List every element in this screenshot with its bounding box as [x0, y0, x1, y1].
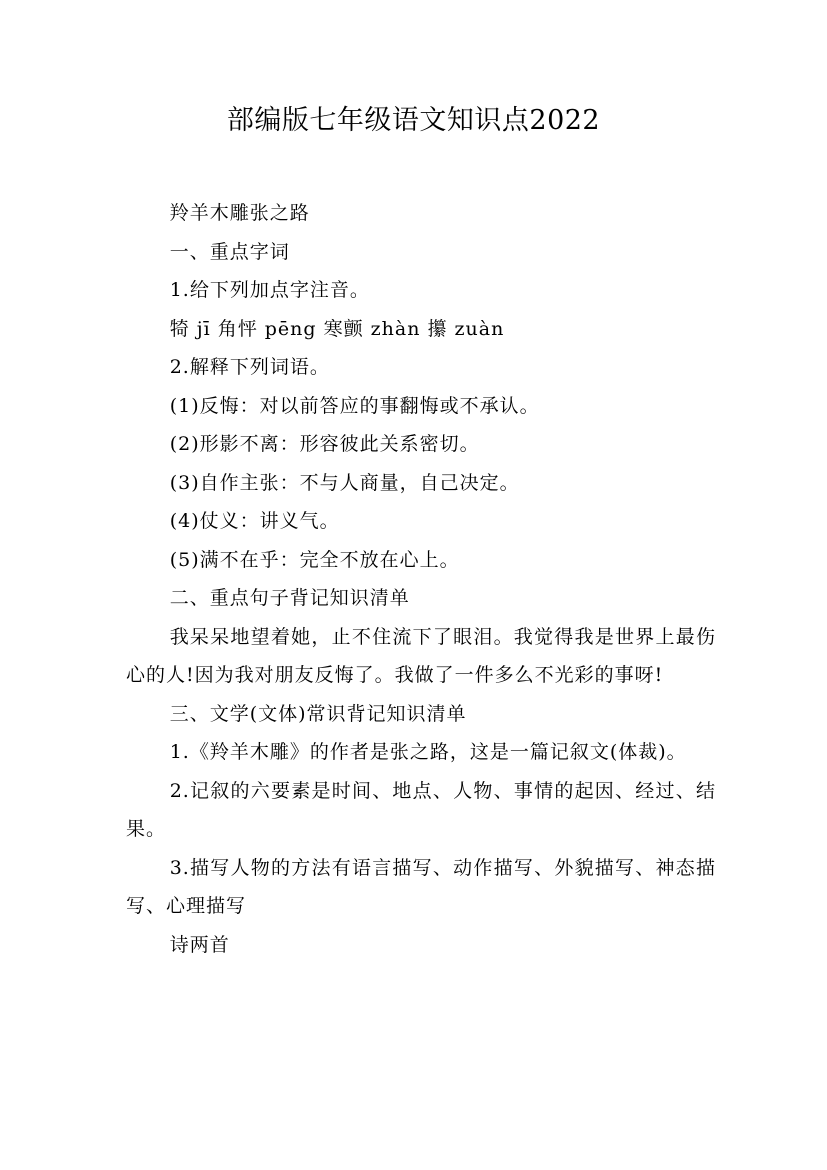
paragraph: 三、文学(文体)常识背记知识清单 — [169, 702, 467, 725]
paragraph: 犄 jī 角怦 pēng 寒颤 zhàn 攥 zuàn — [169, 317, 505, 340]
paragraph: 我呆呆地望着她，止不住流下了眼泪。我觉得我是世界上最伤心的人!因为我对朋友反悔了。我做了一件多么不光彩的事呀! — [126, 625, 716, 686]
paragraph: (4)仗义：讲义气。 — [169, 510, 340, 532]
document-title: 部编版七年级语文知识点2022 — [226, 105, 601, 136]
paragraph: 二、重点句子背记知识清单 — [169, 587, 410, 609]
paragraph: 诗两首 — [169, 933, 230, 956]
paragraph: (3)自作主张：不与人商量，自己决定。 — [169, 471, 520, 494]
paragraph: 1.给下列加点字注音。 — [169, 279, 370, 301]
paragraph: (5)满不在乎：完全不放在心上。 — [169, 548, 460, 571]
paragraph: 1.《羚羊木雕》的作者是张之路，这是一篇记叙文(体裁)。 — [169, 741, 687, 763]
paragraph: (1)反悔：对以前答应的事翻悔或不承认。 — [169, 394, 540, 417]
paragraph: 2.解释下列词语。 — [169, 356, 330, 378]
paragraph: 羚羊木雕张之路 — [169, 202, 310, 224]
paragraph: (2)形影不离：形容彼此关系密切。 — [169, 433, 480, 455]
document-body — [126, 194, 716, 964]
paragraph: 3.描写人物的方法有语言描写、动作描写、外貌描写、神态描写、心理描写 — [126, 856, 716, 917]
paragraph: 2.记叙的六要素是时间、地点、人物、事情的起因、经过、结果。 — [126, 779, 716, 840]
paragraph: 一、重点字词 — [169, 240, 290, 263]
